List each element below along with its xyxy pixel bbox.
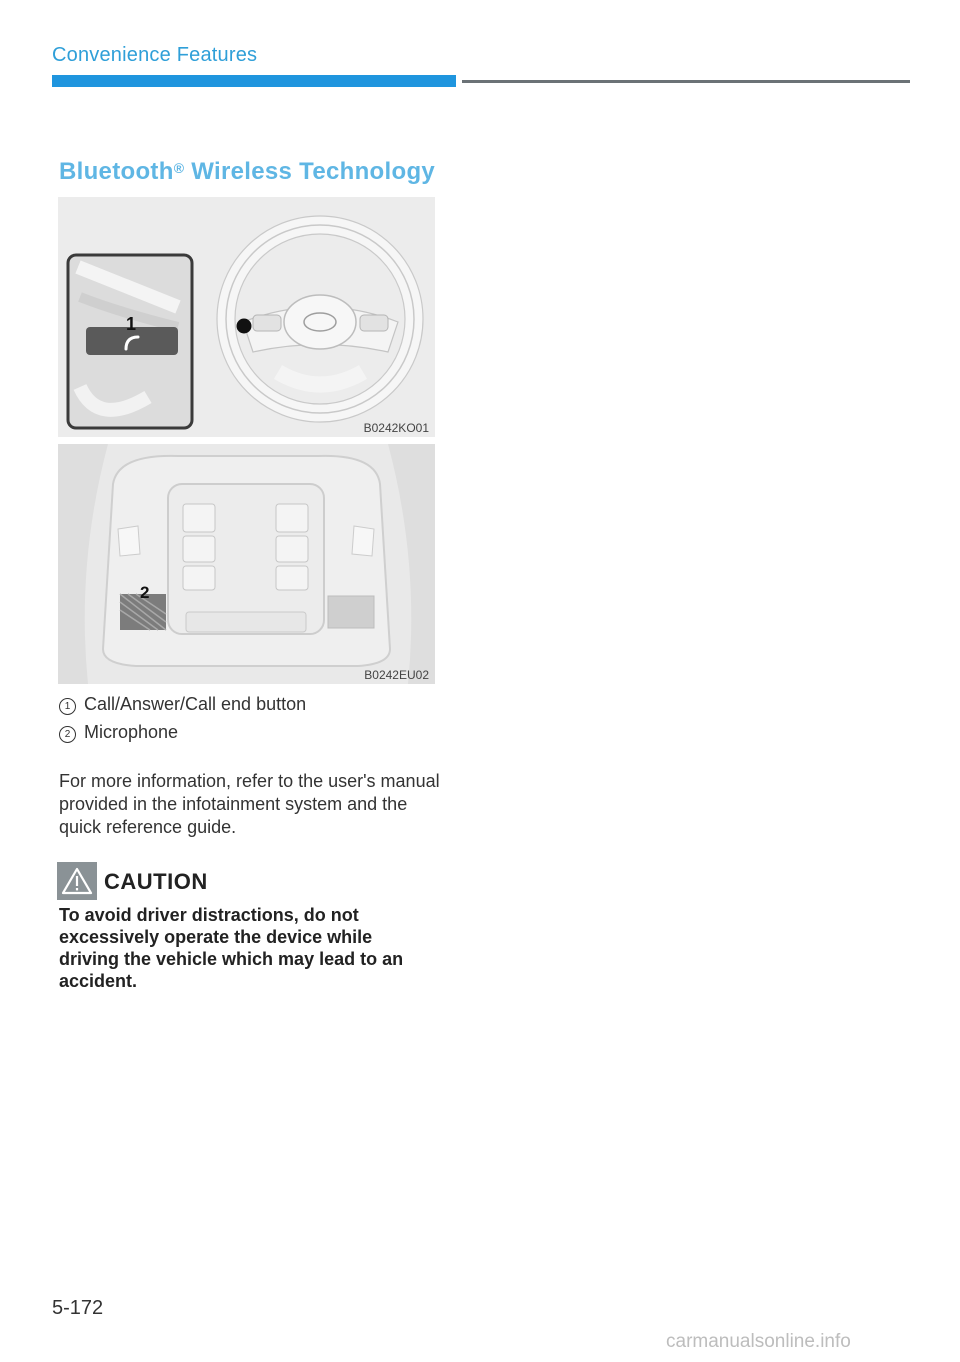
caution-label: CAUTION [104, 869, 208, 894]
callout-1-badge [126, 314, 136, 334]
overhead-console-figure [58, 444, 435, 684]
registered-mark: ® [173, 160, 185, 176]
heading-rest: Wireless Technology [184, 158, 436, 185]
callout-1-label: 1 [126, 314, 137, 334]
callout-2-label: 2 [140, 583, 150, 602]
callout-2-badge [140, 583, 149, 602]
section-title: Convenience Features [52, 44, 258, 66]
info-paragraph: For more information, refer to the user's manual provided in the infotainment system and the quick reference guide. [59, 771, 440, 837]
legend-text: Microphone [84, 722, 179, 742]
legend-item-call-button [59, 694, 306, 715]
call-button-marker [237, 319, 252, 334]
caution-text: To avoid driver distractions, do not excessively operate the device while driving the vehicle which may lead to an accident. [59, 905, 404, 991]
steering-wheel-illustration [58, 197, 435, 437]
call-button-inset [68, 255, 192, 428]
figure-code: B0242EU02 [364, 668, 429, 682]
watermark: carmanualsonline.info [666, 1331, 851, 1352]
overhead-console-illustration [58, 444, 435, 684]
page-heading [59, 158, 435, 186]
steering-wheel-figure [58, 197, 435, 437]
warning-triangle-icon [57, 862, 97, 900]
legend-number: 1 [59, 698, 76, 715]
legend-item-microphone [59, 722, 178, 743]
legend-text: Call/Answer/Call end button [84, 694, 307, 714]
legend-number: 2 [59, 726, 76, 743]
header-divider-rule [462, 80, 910, 83]
heading-main: Bluetooth [59, 158, 174, 185]
page-number: 5-172 [52, 1297, 104, 1319]
header-accent-rule [52, 75, 456, 87]
figure-code: B0242KO01 [363, 421, 429, 435]
